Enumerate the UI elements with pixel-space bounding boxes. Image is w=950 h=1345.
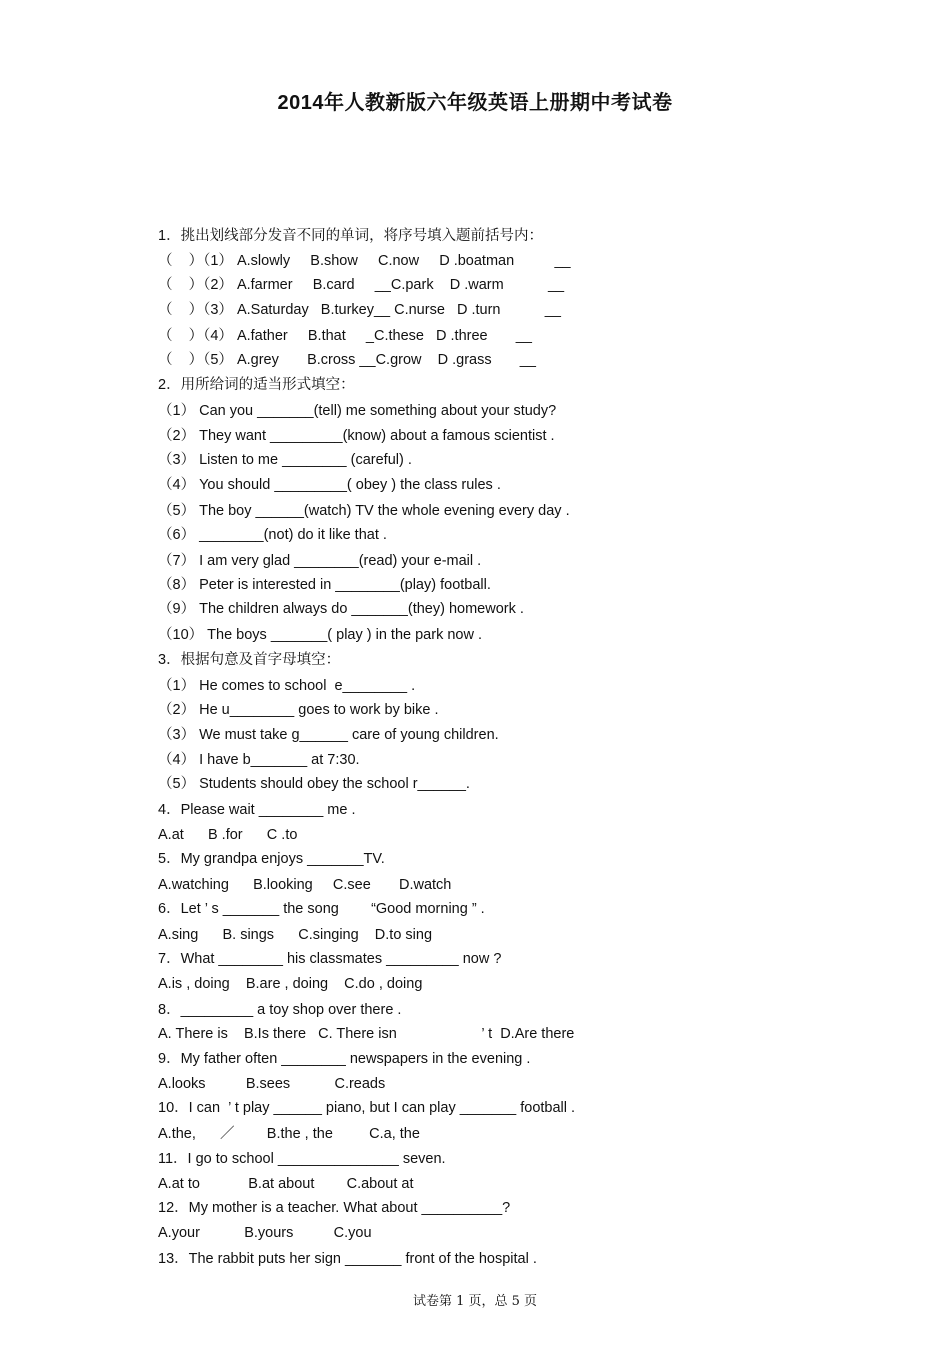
answer-options: A.at B .for C .to (158, 827, 298, 843)
list-item: （5） The boy ______(watch) TV the whole evening every day . (158, 503, 570, 519)
question-text: 9．My father often ________ newspapers in the evening . (158, 1051, 531, 1067)
answer-options: A. There is B.Is there C. There isn ’ t D.Are there (158, 1026, 575, 1042)
list-item: （2） He u________ goes to work by bike . (158, 702, 439, 718)
question-heading: 2．用所给词的适当形式填空： (158, 377, 355, 393)
question-text: 6．Let ’ s _______ the song “Good morning ” . (158, 901, 485, 917)
question-text: 5．My grandpa enjoys _______TV. (158, 851, 385, 867)
question-heading: 3．根据句意及首字母填空： (158, 652, 341, 668)
list-item: （7） I am very glad ________(read) your e-mail . (158, 553, 482, 569)
list-item: （1） He comes to school e________ . (158, 678, 416, 694)
question-text: 12．My mother is a teacher. What about __________? (158, 1200, 511, 1216)
list-item: （5） Students should obey the school r______. (158, 776, 470, 792)
list-item: （ ）（3） A.Saturday B.turkey__ C.nurse D .turn __ (158, 302, 561, 318)
page-title: 2014年人教新版六年级英语上册期中考试卷 (277, 92, 673, 114)
question-text: 10．I can ’ t play ______ piano, but I can play _______ football . (158, 1100, 576, 1116)
list-item: （4） You should _________( obey ) the class rules . (158, 477, 501, 493)
list-item: （1） Can you _______(tell) me something about your study? (158, 403, 557, 419)
question-text: 11．I go to school _______________ seven. (158, 1151, 446, 1167)
answer-options: A.sing B. sings C.singing D.to sing (158, 927, 433, 943)
answer-options: A.your B.yours C.you (158, 1225, 372, 1241)
question-text: 4．Please wait ________ me . (158, 802, 356, 818)
list-item: （3） Listen to me ________ (careful) . (158, 452, 412, 468)
list-item: （10） The boys _______( play ) in the park now . (158, 627, 483, 643)
list-item: （ ）（5） A.grey B.cross __C.grow D .grass __ (158, 352, 536, 368)
list-item: （8） Peter is interested in ________(play) football. (158, 577, 491, 593)
list-item: （9） The children always do _______(they) homework . (158, 601, 524, 617)
list-item: （4） I have b_______ at 7:30. (158, 752, 360, 768)
question-text: 13．The rabbit puts her sign _______ front of the hospital . (158, 1251, 537, 1267)
question-text: 8．_________ a toy shop over there . (158, 1002, 402, 1018)
list-item: （3） We must take g______ care of young children. (158, 727, 499, 743)
list-item: （ ）（1） A.slowly B.show C.now D .boatman __ (158, 253, 571, 269)
answer-options: A.at to B.at about C.about at (158, 1176, 414, 1192)
answer-options: A.watching B.looking C.see D.watch (158, 877, 452, 893)
question-heading: 1．挑出划线部分发音不同的单词，将序号填入题前括号内： (158, 228, 544, 244)
list-item: （ ）（2） A.farmer B.card __C.park D .warm __ (158, 277, 565, 293)
list-item: （ ）（4） A.father B.that _C.these D .three __ (158, 328, 532, 344)
question-text: 7．What ________ his classmates _________ now ? (158, 951, 502, 967)
list-item: （2） They want _________(know) about a famous scientist . (158, 428, 555, 444)
answer-options: A.looks B.sees C.reads (158, 1076, 386, 1092)
answer-options: A.is , doing B.are , doing C.do , doing (158, 976, 423, 992)
list-item: （6） ________(not) do it like that . (158, 527, 387, 543)
answer-options: A.the, ／ B.the , the C.a, the (158, 1126, 420, 1142)
page-footer: 试卷第 1 页，总 5 页 (412, 1294, 538, 1309)
